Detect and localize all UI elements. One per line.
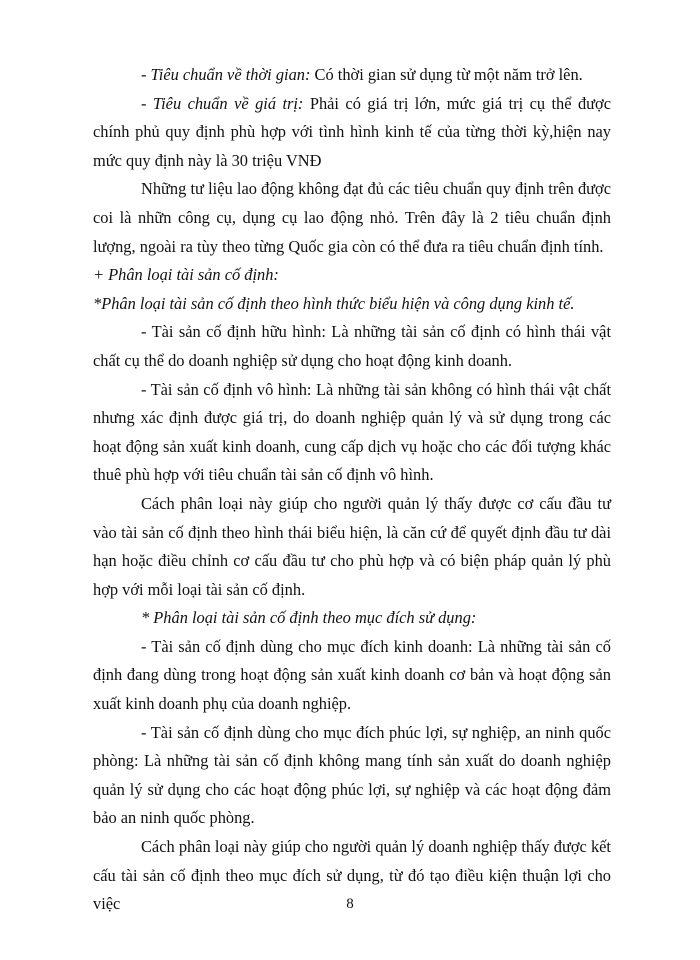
value-criterion-text: Phải có giá trị lớn, mức giá trị cụ thể được chính phủ quy định phù hợp với tình hình kinh tế của từng thời kỳ,hiện nay mức quy định này là 30 triệu VNĐ bbox=[93, 93, 611, 170]
paragraph-business-assets: - Tài sản cố định dùng cho mục đích kinh doanh: Là những tài sản cố định đang dùng trong hoạt động sản xuất kinh doanh cơ bản và hoạt động sản xuất kinh doanh phụ của doanh nghiệp. bbox=[93, 636, 611, 714]
heading-fixed-asset-classification: + Phân loại tài sản cố định: bbox=[93, 265, 279, 285]
paragraph-tangible-assets: - Tài sản cố định hữu hình: Là những tài sản cố định có hình thái vật chất cụ thể do doanh nghiệp sử dụng cho hoạt động kinh doanh. bbox=[93, 322, 611, 370]
time-criterion-text: Có thời gian sử dụng từ một năm trở lên. bbox=[314, 65, 583, 84]
subheading-by-purpose: * Phân loại tài sản cố định theo mục đích sử dụng: bbox=[141, 608, 477, 628]
paragraph-intangible-assets: - Tài sản cố định vô hình: Là những tài sản không có hình thái vật chất nhưng xác định được giá trị, do doanh nghiệp quản lý và sử dụng trong các hoạt động sản xuất kinh doanh, cung cấp dịch vụ hoặc cho các đối tượng khác thuê phù hợp với tiêu chuẩn tài sản cố định vô hình. bbox=[93, 379, 611, 485]
subheading-by-form: *Phân loại tài sản cố định theo hình thức biểu hiện và công dụng kinh tế. bbox=[93, 293, 575, 313]
page-number: 8 bbox=[346, 896, 354, 912]
document-body bbox=[93, 61, 611, 919]
paragraph-time-criterion bbox=[93, 61, 611, 90]
paragraph-classification-benefit-2: Cách phân loại này giúp cho người quản lý doanh nghiệp thấy được kết cấu tài sản cố định theo mục đích sử dụng, từ đó tạo điều kiện thuận lợi cho việc bbox=[93, 837, 611, 914]
paragraph-classification-benefit-1: Cách phân loại này giúp cho người quản lý thấy được cơ cấu đầu tư vào tài sản cố định theo hình thái biểu hiện, là căn cứ để quyết định đầu tư dài hạn hoặc điều chỉnh cơ cấu đầu tư cho phù hợp và có biện pháp quản lý phù hợp với mỗi loại tài sản cố định. bbox=[93, 493, 611, 599]
paragraph-small-tools: Những tư liệu lao động không đạt đủ các tiêu chuẩn quy định trên được coi là nhữn công cụ, dụng cụ lao động nhỏ. Trên đây là 2 tiêu chuẩn định lượng, ngoài ra tùy theo từng Quốc gia còn có thể đưa ra tiêu chuẩn định tính. bbox=[93, 179, 611, 256]
paragraph-value-criterion bbox=[93, 90, 611, 176]
value-criterion-lead: - Tiêu chuẩn về giá trị: bbox=[141, 93, 310, 113]
time-criterion-lead: - Tiêu chuẩn về thời gian: bbox=[141, 65, 315, 84]
paragraph-welfare-defense-assets: - Tài sản cố định dùng cho mục đích phúc lợi, sự nghiệp, an ninh quốc phòng: Là những tài sản cố định không mang tính sản xuất do doanh nghiệp quản lý sử dụng cho các hoạt động phúc lợi, sự nghiệp và các hoạt động đảm bảo an ninh quốc phòng. bbox=[93, 722, 611, 828]
